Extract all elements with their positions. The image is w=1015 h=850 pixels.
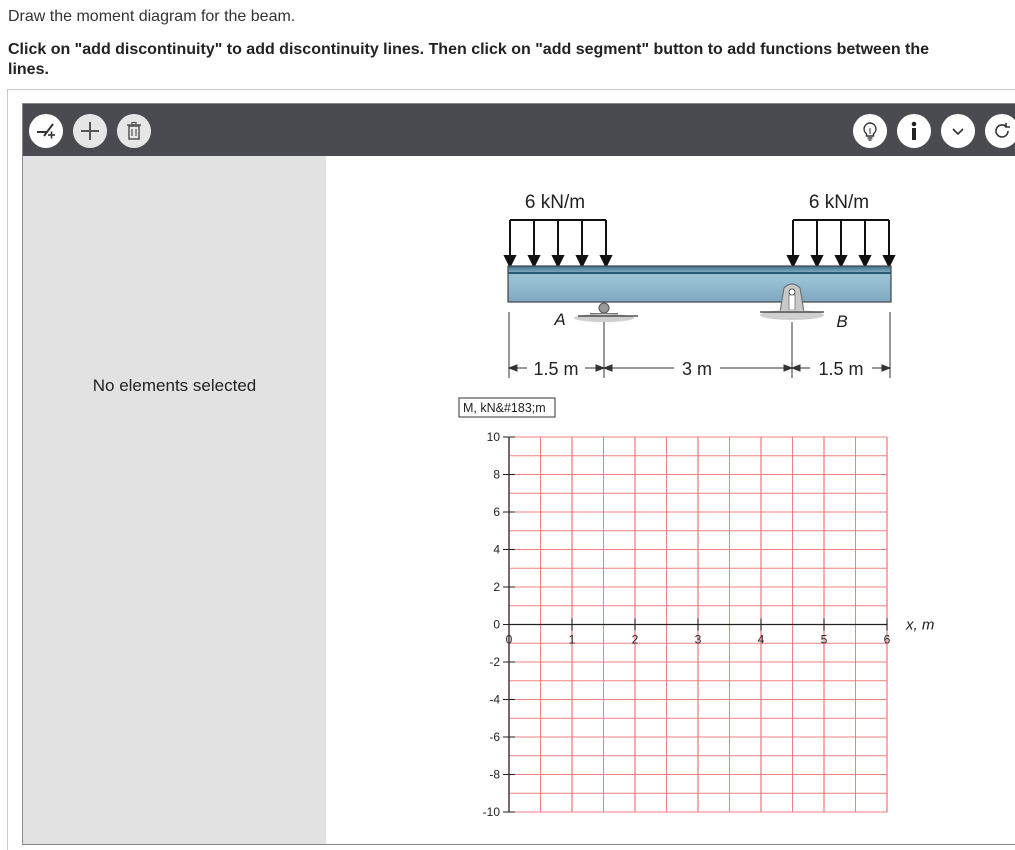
y-tick-label: 10	[486, 430, 500, 444]
instruction-bold-text: Click on "add discontinuity" to add discontinuity lines. Then click on "add segment" button to add functions between the lines.	[8, 41, 930, 78]
y-tick-label: -8	[489, 767, 500, 782]
graphing-tool	[22, 103, 1015, 845]
drawing-canvas[interactable]	[328, 162, 1015, 845]
dimension-middle: 3 m	[681, 359, 713, 379]
plus-icon	[79, 120, 101, 142]
x-tick-label: 2	[631, 632, 639, 647]
y-tick-label: 4	[493, 542, 500, 557]
toolbar	[23, 104, 1015, 156]
y-tick-label: -4	[489, 692, 500, 707]
beam-figure	[505, 192, 894, 379]
delete-button[interactable]	[117, 114, 151, 148]
y-tick-label: 6	[493, 505, 500, 519]
x-tick-label: 1	[568, 632, 576, 647]
selection-status: No elements selected	[92, 376, 257, 395]
support-label-a: A	[554, 310, 566, 329]
dropdown-button[interactable]	[941, 114, 975, 148]
instruction-text: Draw the moment diagram for the beam.	[8, 8, 296, 25]
properties-panel	[23, 156, 326, 845]
moment-diagram-graph[interactable]	[459, 398, 934, 819]
beam	[508, 266, 891, 302]
refresh-icon	[991, 120, 1013, 142]
add-discontinuity-button[interactable]	[29, 114, 63, 148]
beam-and-graph	[328, 162, 1015, 845]
info-icon	[903, 120, 925, 142]
y-tick-label: 2	[493, 580, 500, 594]
y-tick-label: 0	[493, 617, 500, 632]
y-tick-label: -2	[489, 655, 500, 669]
load-label-right: 6 kN/m	[808, 192, 870, 213]
x-tick-label: 6	[883, 632, 891, 647]
add-segment-button[interactable]	[73, 114, 107, 148]
info-button[interactable]	[897, 114, 931, 148]
reset-button[interactable]	[985, 114, 1015, 148]
y-tick-label: -6	[489, 730, 500, 744]
trash-icon	[123, 120, 145, 142]
chevron-down-icon	[947, 120, 969, 142]
support-label-b: B	[836, 312, 848, 331]
y-tick-label: -10	[482, 805, 500, 819]
x-tick-label: 0	[505, 632, 513, 647]
x-tick-label: 5	[820, 632, 828, 647]
roller-support-a	[574, 303, 638, 322]
hint-button[interactable]	[853, 114, 887, 148]
dimension-left: 1.5 m	[533, 359, 579, 379]
distributed-load-right	[788, 220, 894, 266]
y-axis-label: M, kN&#183;m	[463, 401, 546, 415]
add-discontinuity-icon	[35, 120, 57, 142]
dimension-right: 1.5 m	[818, 359, 864, 379]
load-label-left: 6 kN/m	[524, 192, 586, 213]
lightbulb-icon	[859, 120, 881, 142]
x-tick-label: 3	[694, 632, 702, 647]
x-axis-label: x, m	[906, 616, 935, 634]
y-tick-label: 8	[493, 467, 500, 482]
x-tick-label: 4	[757, 632, 765, 647]
distributed-load-left	[505, 220, 611, 266]
